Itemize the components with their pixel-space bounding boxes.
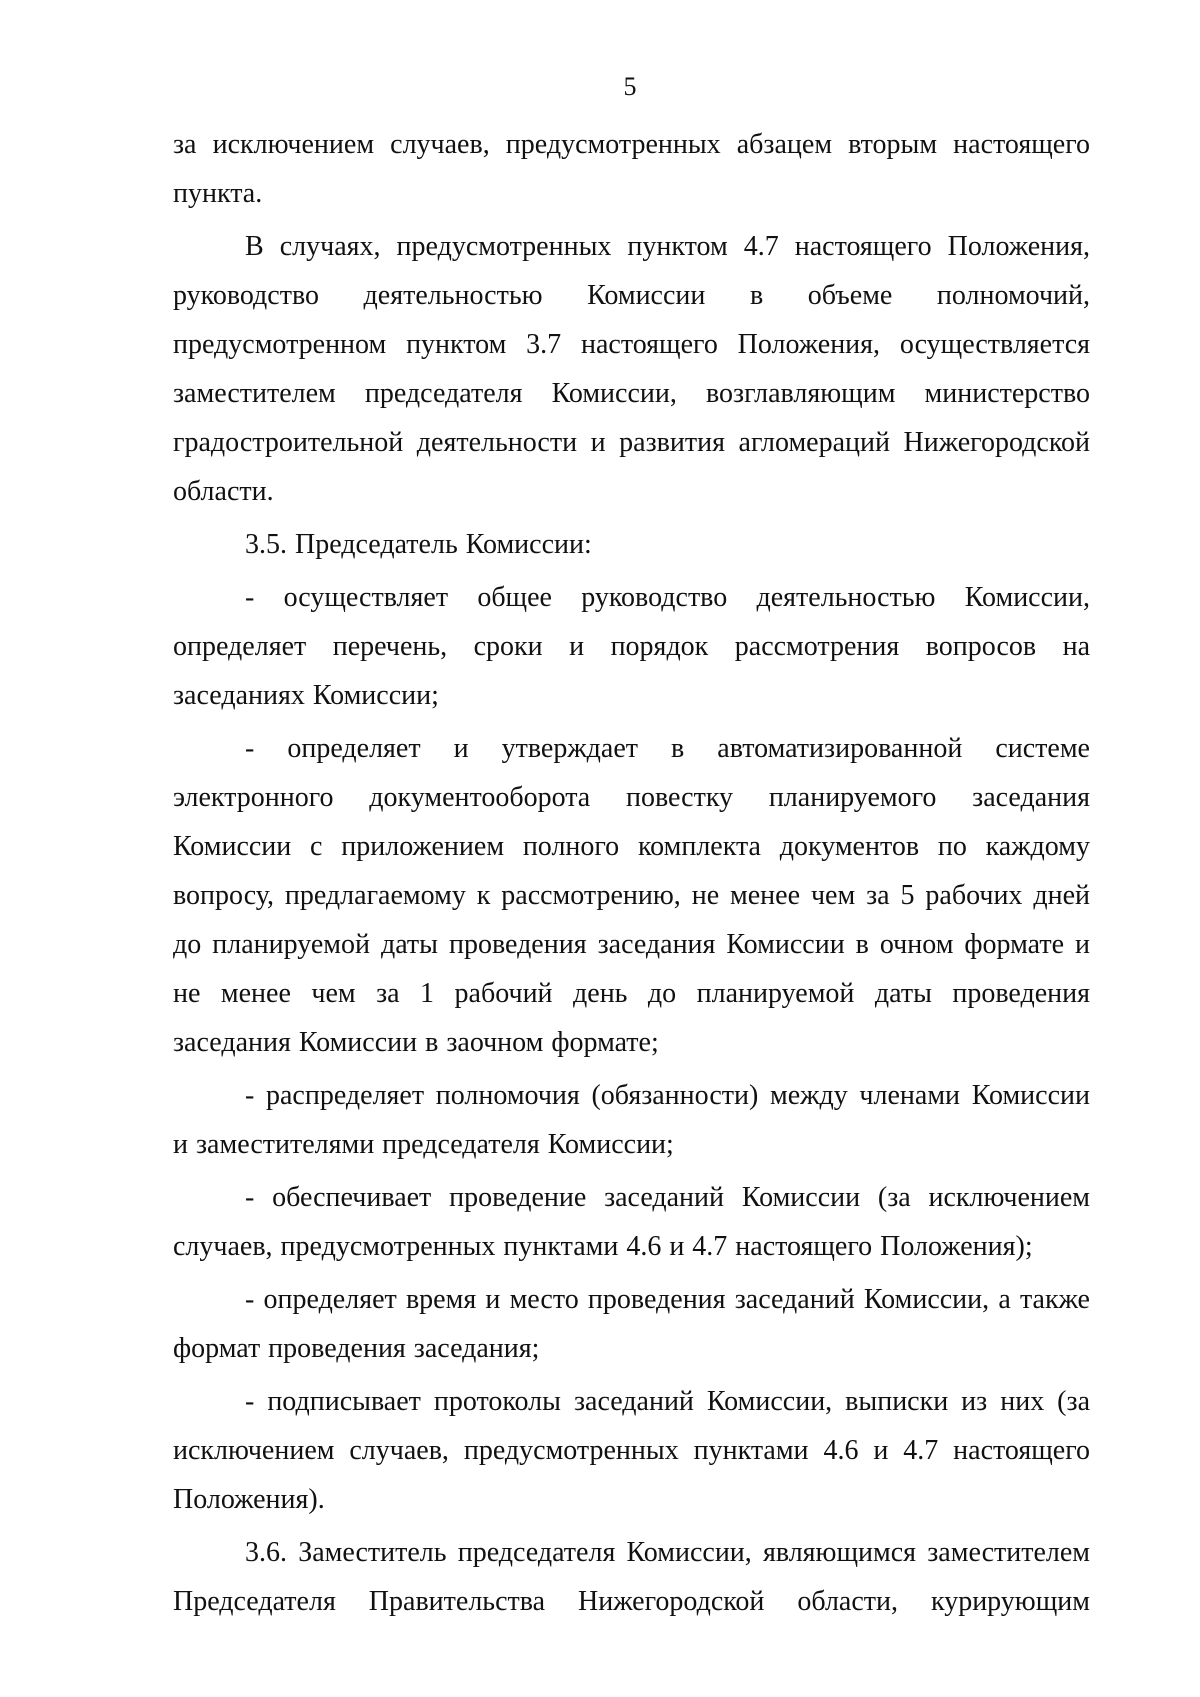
- list-item-duties: - распределяет полномочия (обязанности) между членами Комиссии и заместителями председателя Комиссии;: [173, 1080, 1090, 1160]
- paragraph-3-6: 3.6. Заместитель председателя Комиссии, являющимся заместителем Председателя Правительства Нижегородской области, курирующим: [173, 1537, 1090, 1617]
- paragraph-continuation: за исключением случаев, предусмотренных абзацем вторым настоящего пункта.: [173, 129, 1090, 209]
- document-body: [173, 120, 1090, 1630]
- list-item-general-management: - осуществляет общее руководство деятельностью Комиссии, определяет перечень, сроки и порядок рассмотрения вопросов на заседаниях Комиссии;: [173, 582, 1090, 711]
- list-item-time-place: - определяет время и место проведения заседаний Комиссии, а также формат проведения заседания;: [173, 1284, 1090, 1364]
- paragraph-3-5-heading: 3.5. Председатель Комиссии:: [245, 529, 592, 560]
- list-item-agenda: - определяет и утверждает в автоматизированной системе электронного документооборота повестку планируемого заседания Комиссии с приложением полного комплекта документов по каждому вопросу, предлагаемому к рассмотрению, не менее чем за 5 рабочих дней до планируемой даты проведения заседания Комиссии в очном формате и не менее чем за 1 рабочий день до планируемой даты проведения заседания Комиссии в заочном формате;: [173, 733, 1090, 1058]
- page-number: 5: [623, 72, 637, 101]
- paragraph-case-4-7: В случаях, предусмотренных пунктом 4.7 настоящего Положения, руководство деятельностью Комиссии в объеме полномочий, предусмотренном пунктом 3.7 настоящего Положения, осуществляется заместителем председателя Комиссии, возглавляющим министерство градостроительной деятельности и развития агломераций Нижегородской области.: [173, 231, 1090, 507]
- list-item-protocols: - подписывает протоколы заседаний Комиссии, выписки из них (за исключением случаев, предусмотренных пунктами 4.6 и 4.7 настоящего Положения).: [173, 1386, 1090, 1515]
- list-item-meetings: - обеспечивает проведение заседаний Комиссии (за исключением случаев, предусмотренных пунктами 4.6 и 4.7 настоящего Положения);: [173, 1182, 1090, 1262]
